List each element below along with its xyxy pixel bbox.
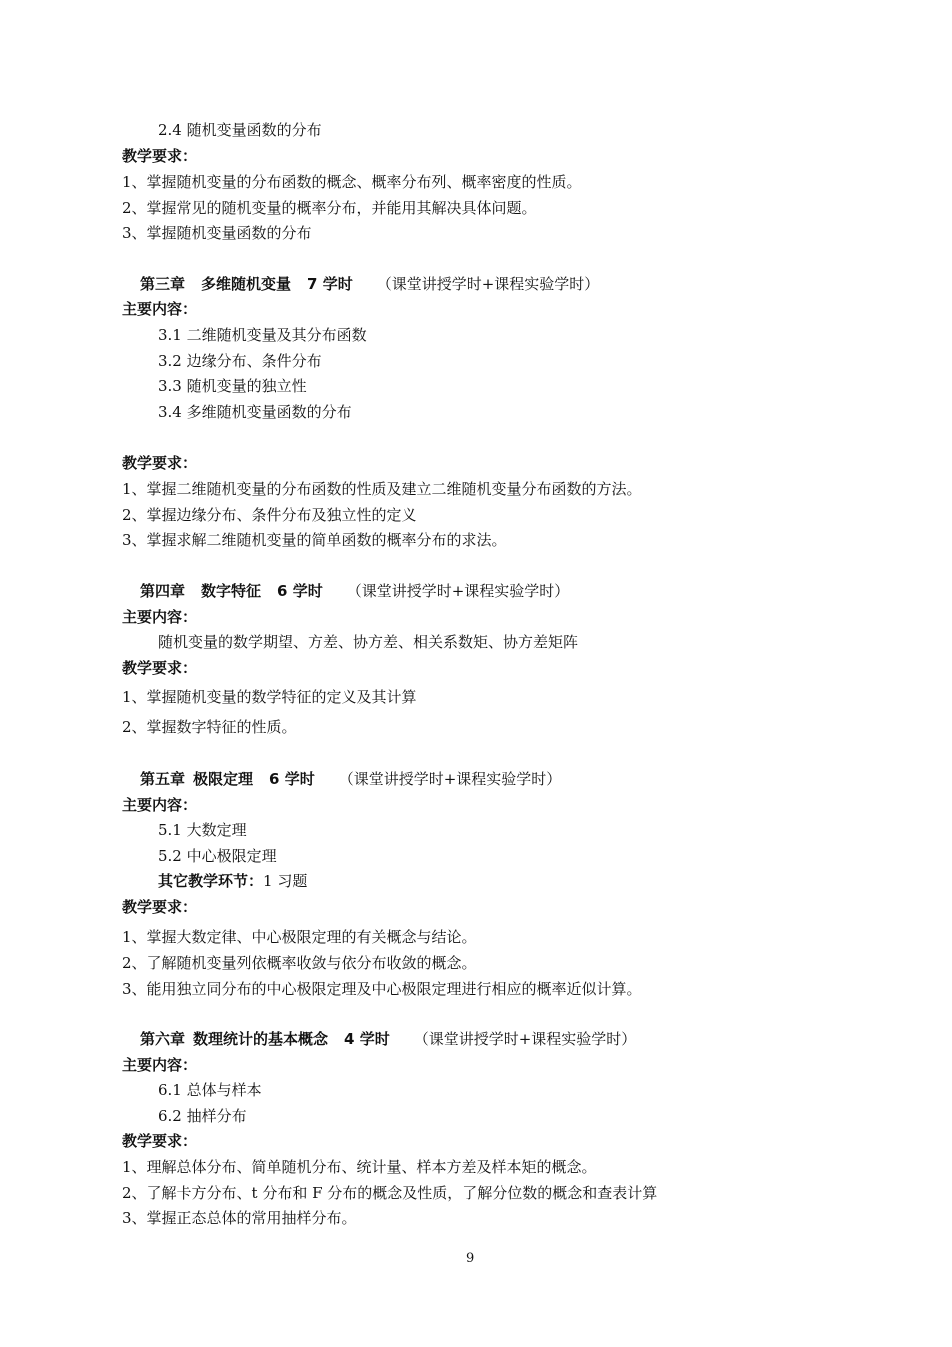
chapter-title: 数字特征 — [201, 582, 262, 600]
requirements-heading: 教学要求： — [122, 898, 198, 916]
chapter-title: 多维随机变量 — [201, 275, 292, 293]
chapter-number: 第五章 — [140, 770, 186, 788]
other-activities-value: 1 习题 — [263, 872, 308, 890]
chapter-hours: 4 学时 — [344, 1030, 390, 1048]
chapter-number: 第四章 — [140, 582, 186, 600]
chapter-hours: 6 学时 — [269, 770, 315, 788]
requirements-heading: 教学要求： — [122, 147, 198, 165]
chapter-title: 极限定理 — [193, 770, 254, 788]
requirement-item: 2、掌握常见的随机变量的概率分布，并能用其解决具体问题。 — [122, 199, 537, 217]
content-item: 3.1 二维随机变量及其分布函数 — [158, 326, 367, 344]
requirement-item: 1、掌握随机变量的分布函数的概念、概率分布列、概率密度的性质。 — [122, 173, 582, 191]
chapter-number: 第六章 — [140, 1030, 186, 1048]
chapter-hours-note: （课堂讲授学时+课程实验学时） — [346, 582, 570, 600]
requirement-item: 1、掌握随机变量的数学特征的定义及其计算 — [122, 688, 417, 706]
chapter-heading — [140, 274, 599, 294]
requirement-item: 3、掌握随机变量函数的分布 — [122, 224, 312, 242]
chapter-hours: 7 学时 — [307, 275, 353, 293]
chapter-heading — [140, 581, 569, 601]
content-item: 3.2 边缘分布、条件分布 — [158, 352, 322, 370]
requirement-item: 1、掌握二维随机变量的分布函数的性质及建立二维随机变量分布函数的方法。 — [122, 480, 642, 498]
chapter-hours-note: （课堂讲授学时+课程实验学时） — [376, 275, 600, 293]
content-item: 6.2 抽样分布 — [158, 1107, 247, 1125]
chapter-hours-note: （课堂讲授学时+课程实验学时） — [413, 1030, 637, 1048]
requirement-item: 2、了解随机变量列依概率收敛与依分布收敛的概念。 — [122, 954, 477, 972]
chapter-heading — [140, 769, 561, 789]
requirement-item: 2、掌握数字特征的性质。 — [122, 718, 297, 736]
requirement-item: 3、掌握正态总体的常用抽样分布。 — [122, 1209, 357, 1227]
requirement-item: 2、了解卡方分布、t 分布和 F 分布的概念及性质，了解分位数的概念和查表计算 — [122, 1184, 658, 1202]
page-number: 9 — [466, 1251, 475, 1266]
chapter-number: 第三章 — [140, 275, 186, 293]
content-heading: 主要内容： — [122, 1056, 198, 1074]
content-item: 5.1 大数定理 — [158, 821, 247, 839]
content-heading: 主要内容： — [122, 608, 198, 626]
content-item: 5.2 中心极限定理 — [158, 847, 277, 865]
requirements-heading: 教学要求： — [122, 454, 198, 472]
other-activities-label: 其它教学环节： — [158, 872, 264, 890]
chapter-heading — [140, 1029, 636, 1049]
content-item: 2.4 随机变量函数的分布 — [158, 121, 322, 139]
other-activities — [158, 871, 307, 891]
requirement-item: 3、能用独立同分布的中心极限定理及中心极限定理进行相应的概率近似计算。 — [122, 980, 642, 998]
chapter-hours: 6 学时 — [277, 582, 323, 600]
content-item: 6.1 总体与样本 — [158, 1081, 262, 1099]
content-item: 随机变量的数学期望、方差、协方差、相关系数矩、协方差矩阵 — [158, 633, 579, 651]
requirements-heading: 教学要求： — [122, 1132, 198, 1150]
requirement-item: 2、掌握边缘分布、条件分布及独立性的定义 — [122, 506, 417, 524]
requirement-item: 1、理解总体分布、简单随机分布、统计量、样本方差及样本矩的概念。 — [122, 1158, 597, 1176]
content-heading: 主要内容： — [122, 300, 198, 318]
chapter-title: 数理统计的基本概念 — [193, 1030, 329, 1048]
requirements-heading: 教学要求： — [122, 659, 198, 677]
requirement-item: 3、掌握求解二维随机变量的简单函数的概率分布的求法。 — [122, 531, 507, 549]
chapter-hours-note: （课堂讲授学时+课程实验学时） — [338, 770, 562, 788]
content-item: 3.4 多维随机变量函数的分布 — [158, 403, 352, 421]
content-heading: 主要内容： — [122, 796, 198, 814]
requirement-item: 1、掌握大数定律、中心极限定理的有关概念与结论。 — [122, 928, 477, 946]
content-item: 3.3 随机变量的独立性 — [158, 377, 307, 395]
